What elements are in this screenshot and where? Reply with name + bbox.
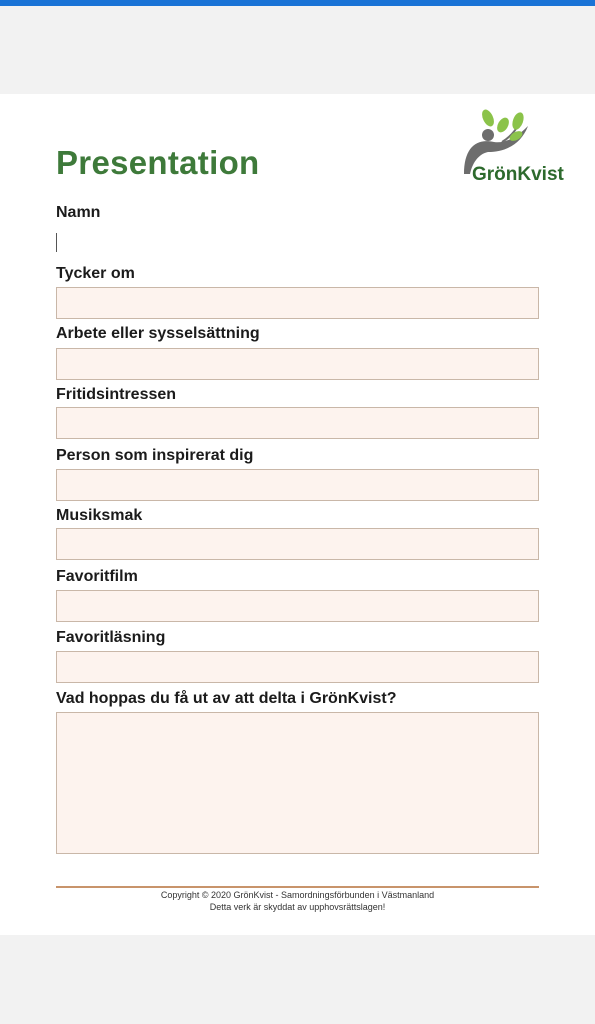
- label-film: Favoritfilm: [56, 568, 138, 585]
- top-accent-bar: [0, 0, 595, 6]
- label-lasning: Favoritläsning: [56, 629, 166, 646]
- film-input[interactable]: [56, 590, 539, 622]
- footer-copyright: Copyright © 2020 GrönKvist - Samordningsförbunden i Västmanland: [160, 890, 435, 900]
- footer: [56, 889, 539, 913]
- person-input[interactable]: [56, 469, 539, 501]
- footer-divider: [56, 886, 539, 888]
- namn-input[interactable]: [56, 233, 541, 253]
- lasning-input[interactable]: [56, 651, 539, 683]
- label-arbete: Arbete eller sysselsättning: [56, 325, 260, 342]
- label-fritid: Fritidsintressen: [56, 386, 177, 403]
- label-namn: Namn: [56, 204, 101, 221]
- arbete-input[interactable]: [56, 348, 539, 380]
- forvantan-textarea[interactable]: [56, 712, 539, 854]
- text-caret: [56, 233, 57, 252]
- footer-notice: Detta verk är skyddat av upphovsrättslagen!: [209, 902, 386, 912]
- form-page: [0, 94, 595, 935]
- musik-input[interactable]: [56, 528, 539, 560]
- logo-wordmark: GrönKvist: [472, 164, 564, 185]
- fritid-input[interactable]: [56, 407, 539, 439]
- tycker-om-input[interactable]: [56, 287, 539, 319]
- label-person: Person som inspirerat dig: [56, 447, 254, 464]
- label-forvantan: Vad hoppas du få ut av att delta i GrönKvist?: [56, 690, 397, 707]
- label-tycker-om: Tycker om: [56, 265, 135, 282]
- label-musik: Musiksmak: [56, 507, 143, 524]
- page-title: Presentation: [56, 144, 260, 181]
